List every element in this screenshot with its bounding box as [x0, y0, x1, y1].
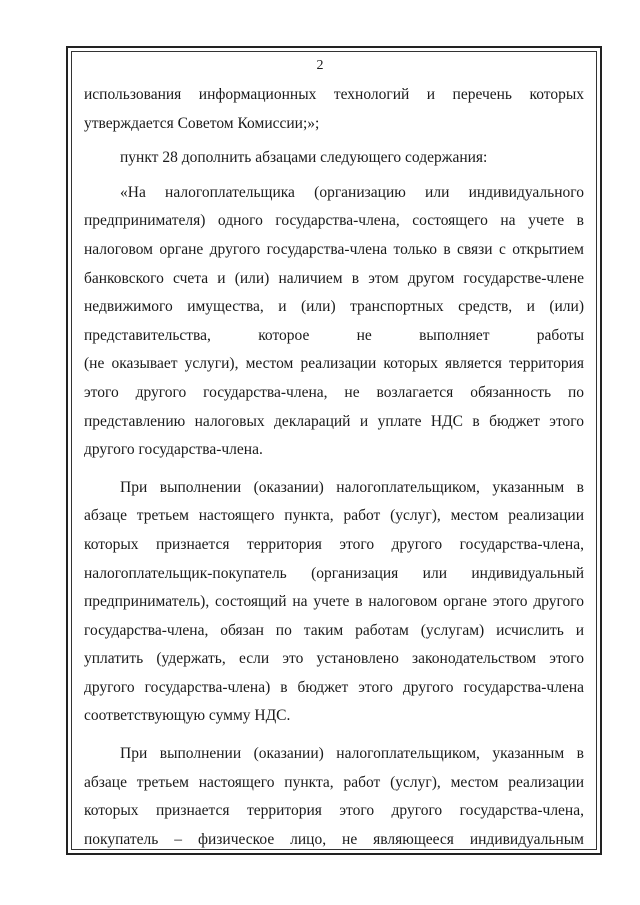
text-line: (не оказывает услуги), местом реализации которых является территория [84, 355, 584, 373]
text-line: другого государства-члена. [84, 441, 263, 459]
text-line: утверждается Советом Комиссии;»; [84, 114, 320, 132]
paragraph-2 [84, 144, 584, 173]
text-line: которых признается территория этого другого государства-члена, [84, 802, 584, 820]
text-line: использования информационных технологий и перечень которых [84, 86, 584, 103]
text-line: уплатить (удержать, если это установлено законодательством этого [84, 650, 584, 668]
text-line: недвижимого имущества, и (или) транспортных средств, и (или) [84, 298, 584, 316]
text-line: предприниматель), состоящий на учете в налоговом органе этого другого [84, 593, 584, 611]
text-line: покупатель – физическое лицо, не являющееся индивидуальным [84, 830, 584, 848]
text-line: пункт 28 дополнить абзацами следующего содержания: [120, 149, 488, 167]
text-line: которых признается территория этого другого государства-члена, [84, 535, 584, 553]
paragraph-5 [84, 740, 584, 854]
text-line: При выполнении (оказании) налогоплательщиком, указанным в [120, 478, 584, 496]
paragraph-4 [84, 474, 584, 731]
text-line: этого другого государства-члена, не возлагается обязанность по [84, 383, 584, 401]
text-line: абзаце третьем настоящего пункта, работ (услуг), местом реализации [84, 773, 584, 791]
text-line: соответствующую сумму НДС. [84, 707, 291, 725]
text-line: абзаце третьем настоящего пункта, работ (услуг), местом реализации [84, 507, 584, 525]
text-line: представлению налоговых деклараций и уплате НДС в бюджет этого [84, 412, 584, 430]
text-line: «На налогоплательщика (организацию или индивидуального [120, 183, 584, 201]
text-line: При выполнении (оказании) налогоплательщиком, указанным в [120, 745, 584, 763]
text-line: налоговом органе другого государства-члена только в связи с открытием [84, 240, 584, 258]
document-body [84, 81, 584, 854]
text-line: представительства, которое не выполняет работы [84, 326, 584, 344]
text-line: банковского счета и (или) наличием в этом другом государстве-члене [84, 269, 584, 287]
text-line: государства-члена, обязан по таким работам (услугам) исчислить и [84, 621, 584, 639]
paragraph-1 [84, 81, 584, 138]
page-number: 2 [316, 58, 324, 73]
text-line: предпринимателя) одного государства-члена, состоящего на учете в [84, 212, 584, 230]
text-line: другого государства-члена) в бюджет этого другого государства-члена [84, 678, 584, 696]
paragraph-3 [84, 179, 584, 465]
text-line: налогоплательщик-покупатель (организация или индивидуальный [84, 564, 584, 582]
